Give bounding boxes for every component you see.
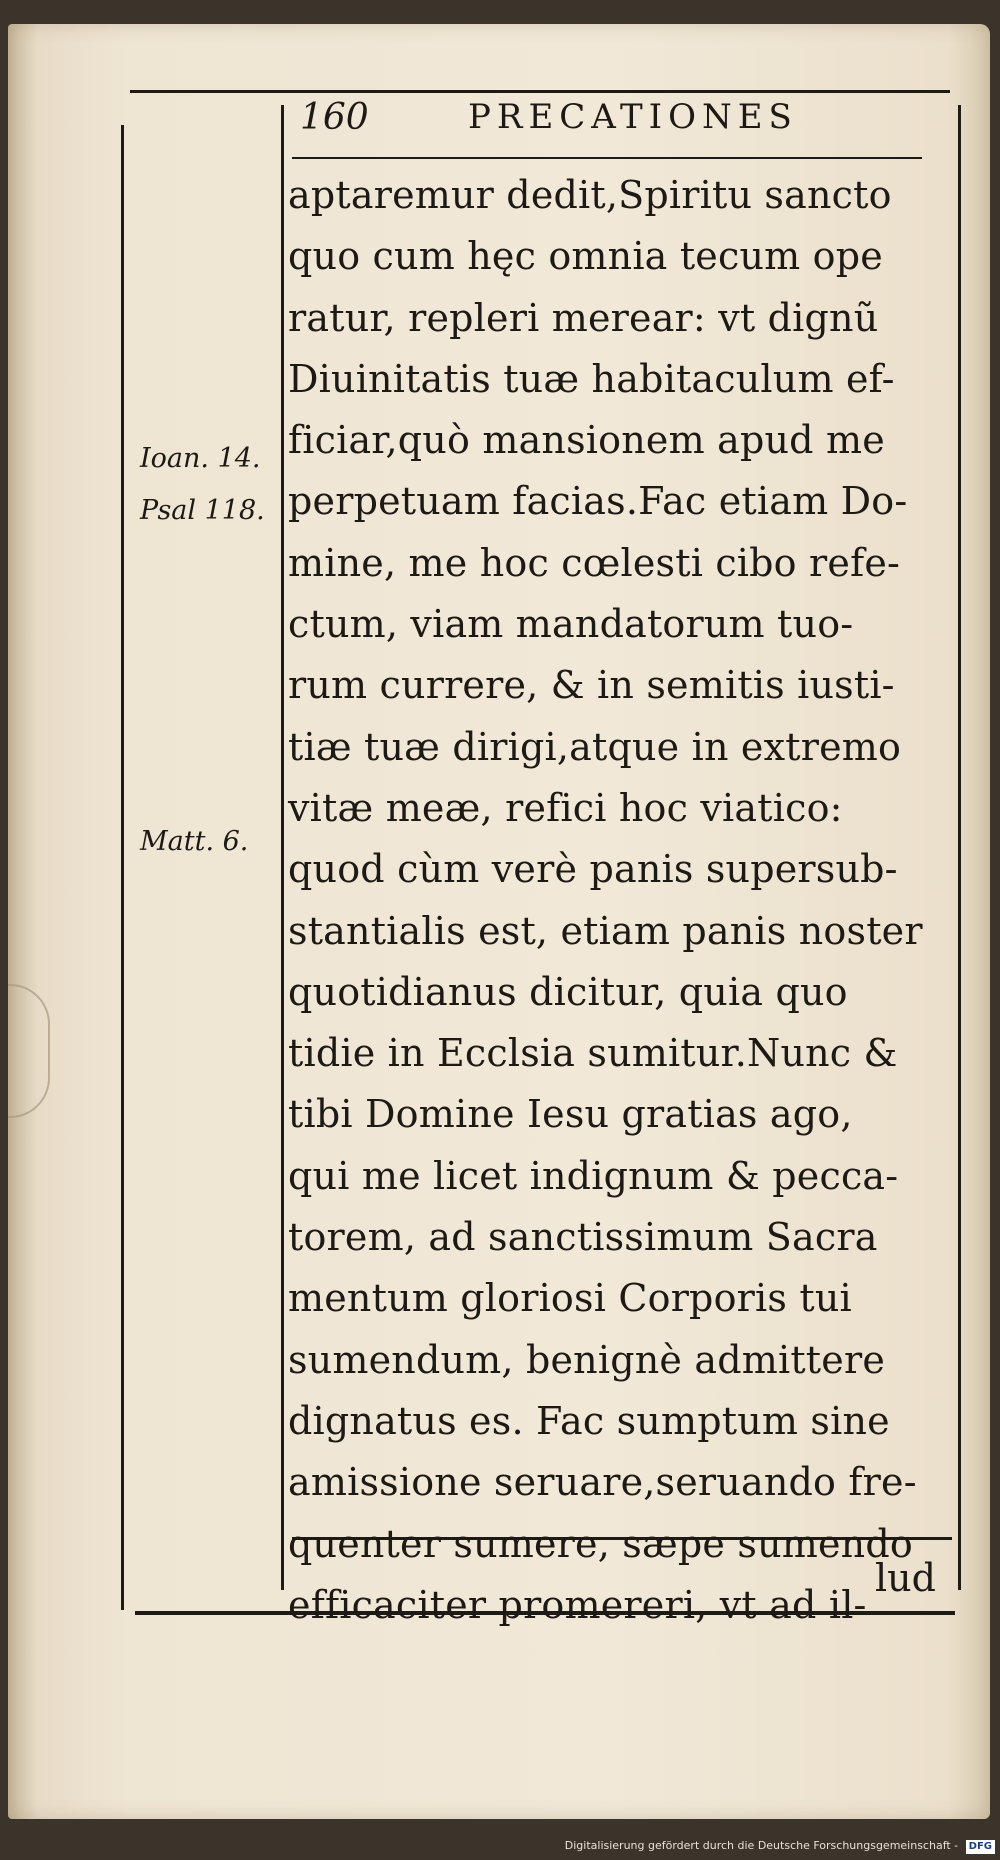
text-line: dignatus es. Fac sumptum sine (288, 1398, 890, 1443)
text-line: vitæ meæ, refici hoc viatico: (288, 785, 843, 830)
page-number: 160 (300, 97, 369, 138)
body-text (288, 165, 953, 1636)
credit-text: Digitalisierung gefördert durch die Deutsche Forschungsgemeinschaft - (564, 1839, 959, 1852)
text-line: mentum gloriosi Corporis tui (288, 1276, 852, 1321)
text-line: perpetuam facias.Fac etiam Do- (288, 479, 908, 524)
frame-rule-right (958, 105, 961, 1590)
frame-rule-left (121, 125, 124, 1610)
running-title: PRECATIONES (468, 97, 798, 137)
frame-rule-top (130, 90, 950, 93)
text-line: mine, me hoc cœlesti cibo refe- (288, 540, 901, 585)
text-line: ratur, repleri merear: vt dignũ (288, 295, 879, 340)
text-line: torem, ad sanctissimum Sacra (288, 1215, 878, 1260)
header-rule (292, 157, 922, 159)
dfg-logo: DFG (966, 1840, 995, 1854)
text-line: tiæ tuæ dirigi,atque in extremo (288, 724, 902, 769)
text-line: sumendum, benignè admittere (288, 1337, 886, 1382)
catchword: lud (875, 1556, 936, 1600)
digitization-credit (560, 1836, 995, 1856)
margin-note-matt: Matt. 6. (140, 826, 249, 857)
text-line: stantialis est, etiam panis noster (288, 908, 923, 953)
margin-note-ioan: Ioan. 14. (140, 443, 261, 474)
text-line: tibi Domine Iesu gratias ago, (288, 1092, 853, 1137)
text-line: Diuinitatis tuæ habitaculum ef- (288, 356, 895, 401)
text-line: quo cum hęc omnia tecum ope (288, 234, 883, 279)
text-line: efficaciter promereri, vt ad il- (288, 1582, 867, 1627)
text-line: quod cùm verè panis supersub- (288, 847, 898, 892)
text-line: amissione seruare,seruando fre- (288, 1460, 917, 1505)
page-edge-shadow (8, 984, 50, 1118)
text-line: tidie in Ecclsia sumitur.Nunc & (288, 1031, 898, 1076)
text-line: ficiar,quò mansionem apud me (288, 418, 885, 463)
margin-note-psal: Psal 118. (140, 495, 265, 526)
text-line: rum currere, & in semitis iusti- (288, 663, 895, 708)
text-line: quotidianus dicitur, quia quo (288, 969, 848, 1014)
text-line: quenter sumere, sæpe sumendo (288, 1521, 913, 1566)
text-line: qui me licet indignum & pecca- (288, 1153, 899, 1198)
running-header (300, 95, 950, 151)
text-line: aptaremur dedit,Spiritu sancto (288, 173, 892, 217)
text-line: ctum, viam mandatorum tuo- (288, 602, 854, 647)
